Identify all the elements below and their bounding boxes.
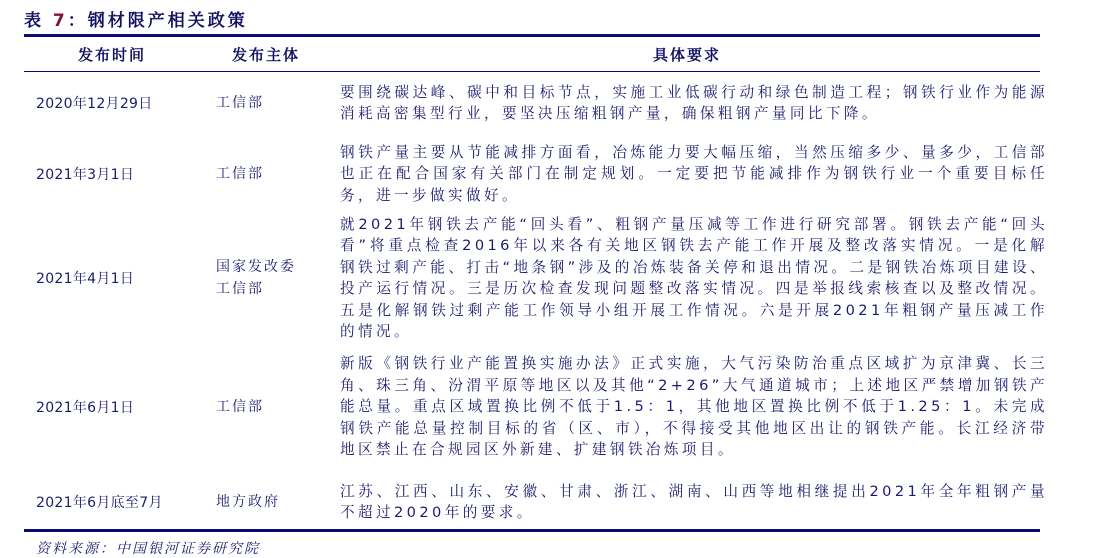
table-number: 7 (52, 11, 68, 31)
row-subject: 工信部 (216, 166, 264, 182)
header-requirement: 具体要求 (653, 46, 722, 64)
top-rule (24, 34, 1040, 37)
header-subject: 发布主体 (232, 46, 301, 64)
title-prefix: 表 (24, 11, 53, 31)
table-title (24, 6, 248, 31)
source-note: 资料来源：中国银河证券研究院 (36, 541, 260, 557)
table-row (24, 133, 1048, 215)
row-subject: 工信部 (216, 399, 264, 415)
row-date: 2021年3月1日 (36, 167, 135, 183)
row-text: 就2021年钢铁去产能“回头看”、粗钢产量压减等工作进行研究部署。钢铁去产能“回头看”将重点检查2016年以来各有关地区钢铁去产能工作开展及整改落实情况。一是化解钢铁过剩产能、打击“地条钢”涉及的冶炼装备关停和退出情况。二是钢铁冶炼项目建设、投产运行情况。三是历次检查发现问题整改落实情况。四是举报线索核查以及整改情况。五是化解钢铁过剩产能工作领导小组开展工作情况。六是开展2021年粗钢产量压减工作的情况。 (340, 215, 1048, 340)
row-subject: 地方政府 (216, 494, 280, 510)
header-date: 发布时间 (78, 46, 147, 64)
row-date: 2021年4月1日 (36, 271, 135, 287)
table-row (24, 73, 1048, 133)
table-row (24, 341, 1048, 473)
row-date: 2021年6月底至7月 (36, 495, 163, 511)
row-date: 2020年12月29日 (36, 96, 153, 112)
row-text: 新版《钢铁行业产能置换实施办法》正式实施，大气污染防治重点区域扩为京津冀、长三角、珠三角、汾渭平原等地区以及其他“2+26”大气通道城市；上述地区严禁增加钢铁产能总量。重点区域置换比例不低于1.5：1，其他地区置换比例不低于1.25：1。未完成钢铁产能总量控制目标的省（区、市），不得接受其他地区出让的钢铁产能。长江经济带地区禁止在合规园区外新建、扩建钢铁冶炼项目。 (340, 355, 1048, 459)
row-text: 江苏、江西、山东、安徽、甘肃、浙江、湖南、山西等地相继提出2021年全年粗钢产量不超过2020年的要求。 (340, 482, 1048, 521)
row-subject: 工信部 (216, 95, 264, 111)
row-text: 要围绕碳达峰、碳中和目标节点，实施工业低碳行动和绿色制造工程；钢铁行业作为能源消耗高密集型行业，要坚决压缩粗钢产量，确保粗钢产量同比下降。 (340, 83, 1048, 122)
table-row (24, 473, 1048, 531)
table-row (24, 215, 1048, 341)
row-subject: 国家发改委 工信部 (216, 259, 296, 297)
header-rule (24, 71, 1040, 72)
row-date: 2021年6月1日 (36, 400, 135, 416)
title-text: ：钢材限产相关政策 (67, 11, 248, 31)
row-text: 钢铁产量主要从节能减排方面看，冶炼能力要大幅压缩，当然压缩多少、量多少，工信部也正在配合国家有关部门在制定规划。一定要把节能减排作为钢铁行业一个重要目标任务，进一步做实做好。 (340, 143, 1048, 204)
bottom-rule (24, 529, 1040, 532)
